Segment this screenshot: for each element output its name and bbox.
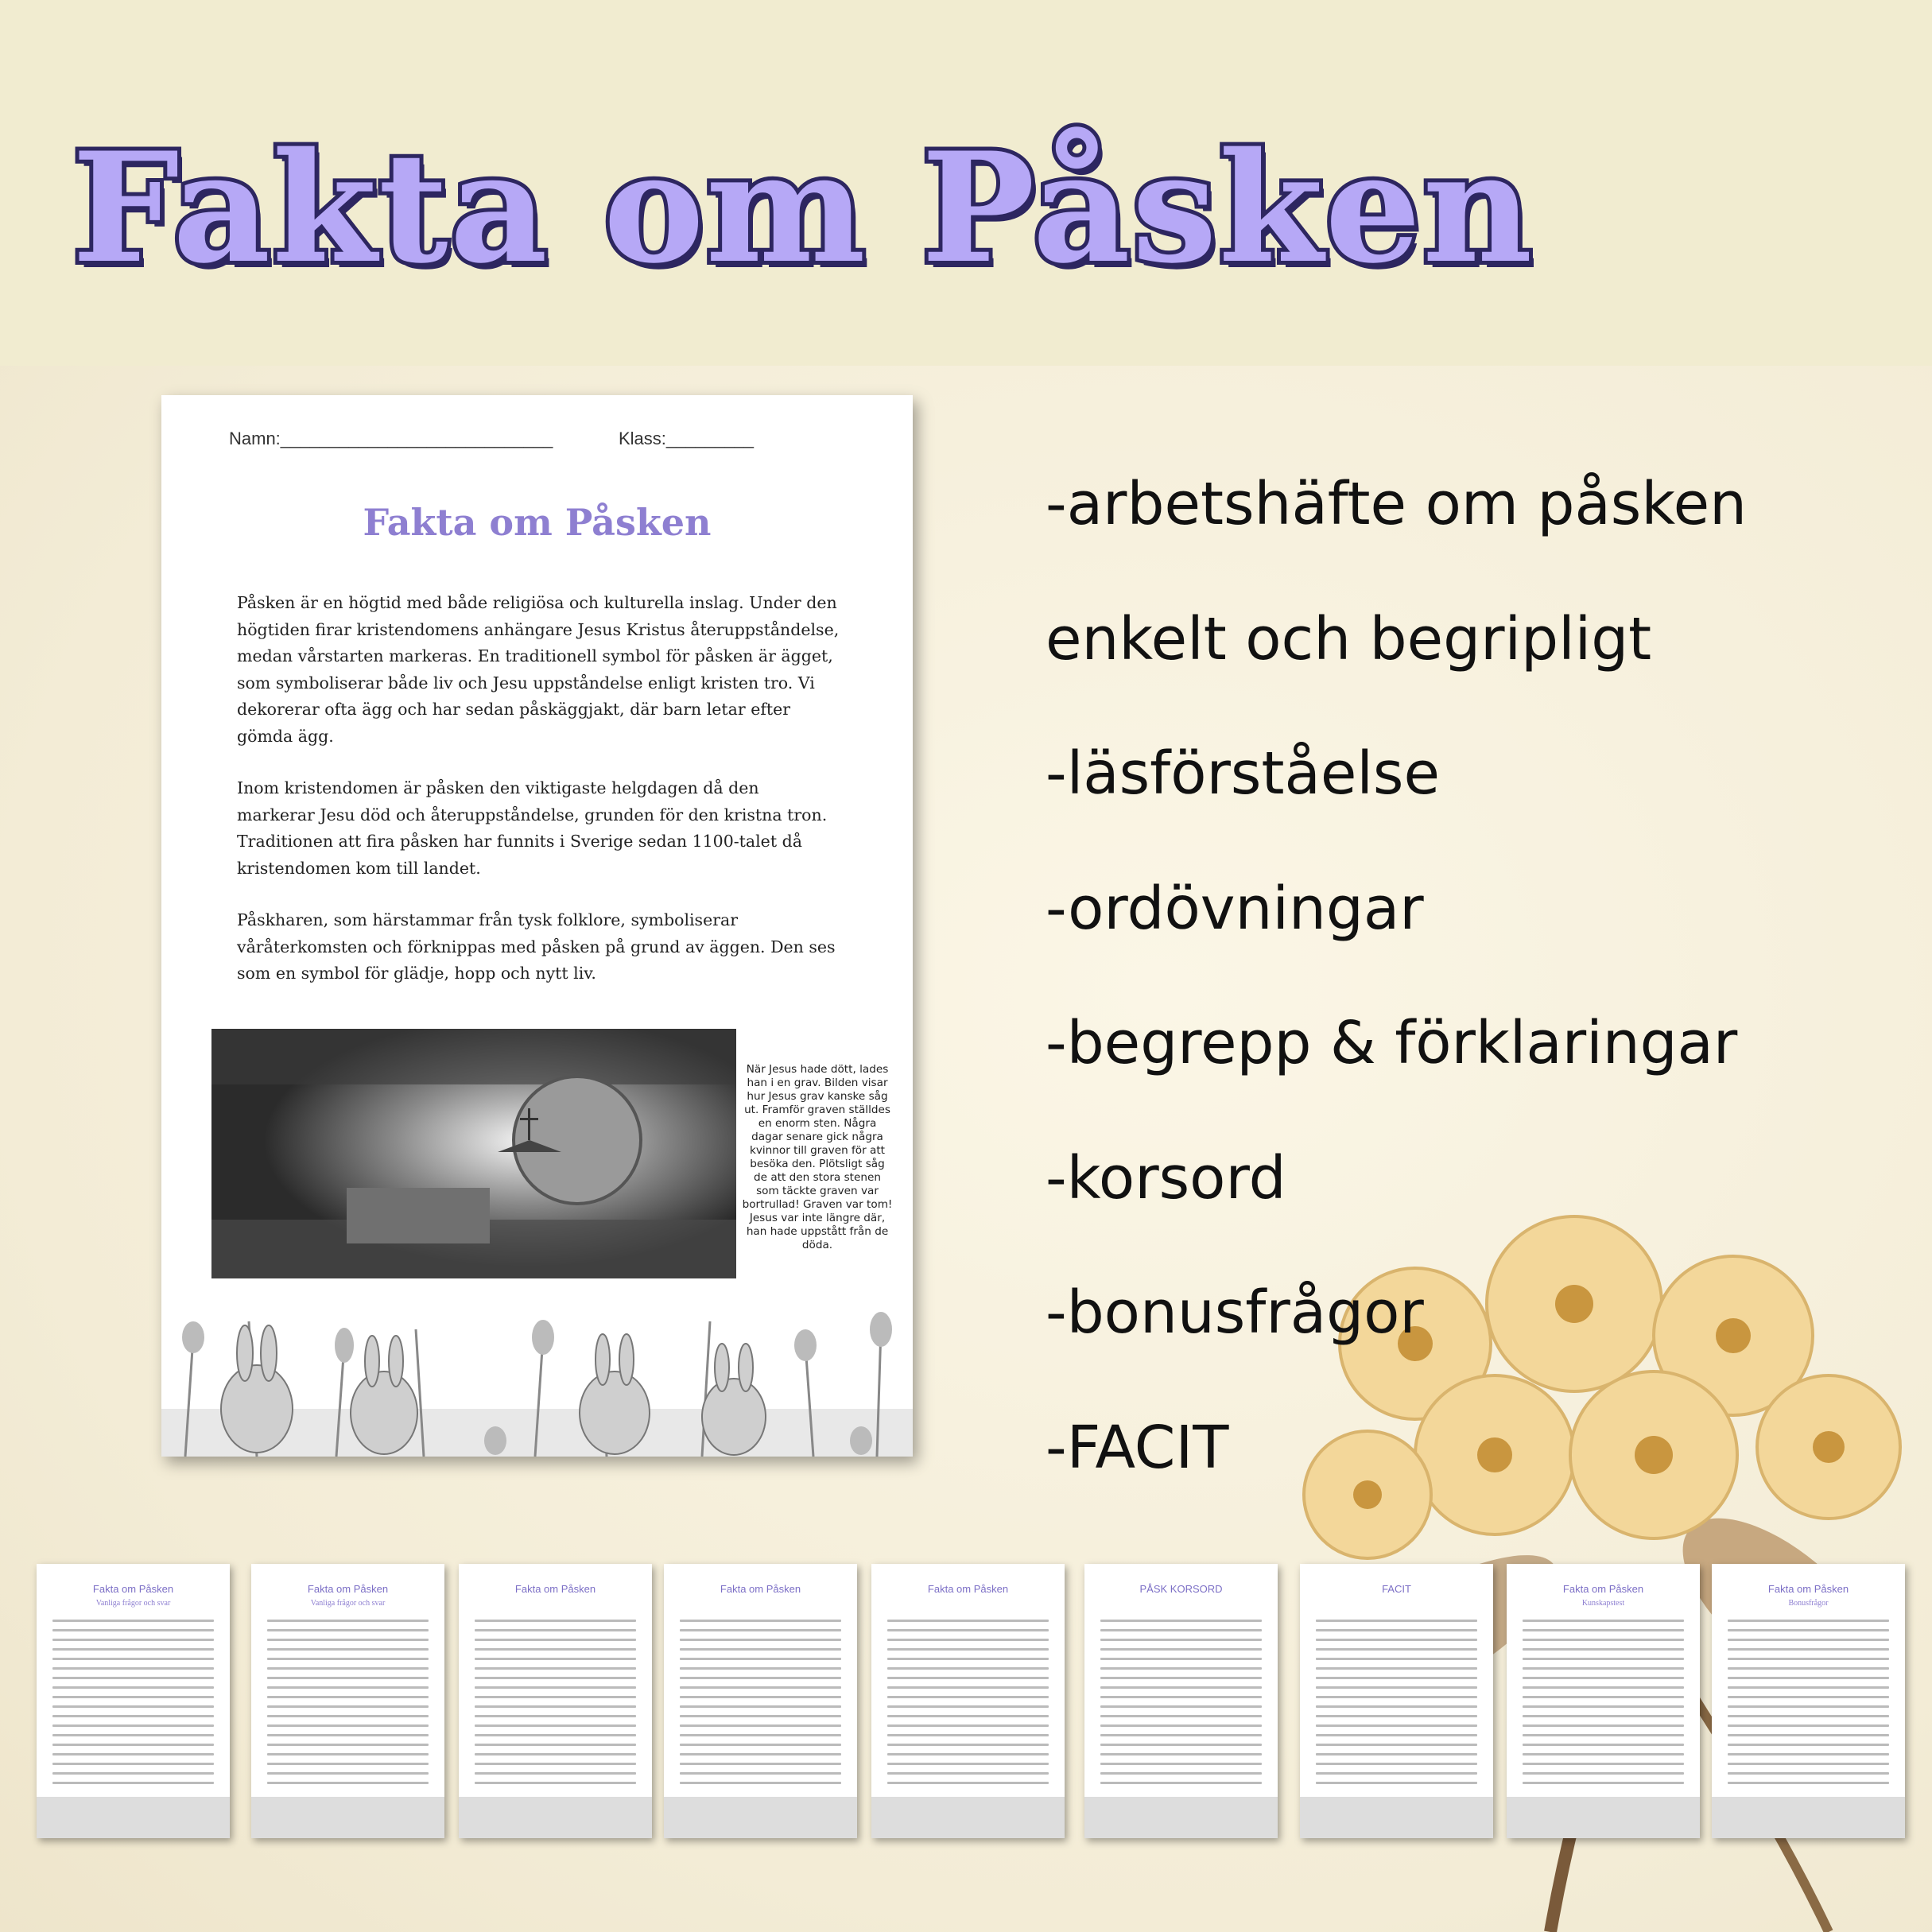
thumbnail-flower-border xyxy=(1300,1797,1493,1838)
thumbnail-flower-border xyxy=(1712,1797,1905,1838)
title-banner xyxy=(0,0,1932,366)
feature-list xyxy=(1046,437,1747,1515)
thumbnail-flower-border xyxy=(1084,1797,1278,1838)
feature-item: -arbetshäfte om påsken xyxy=(1046,470,1748,538)
feature-item: -begrepp & förklaringar xyxy=(1046,1009,1738,1077)
thumbnail-text-lines xyxy=(680,1620,841,1790)
paragraph-2: Inom kristendomen är påsken den viktigaste helgdagen då den markerar Jesu död och återuppståndelse, grunden för den kristna tron. Traditionen att fira påsken har funnits i Sverige sedan 1100-talet då kristendomen kom till landet. xyxy=(237,778,828,878)
thumbnail-title: Fakta om Påsken xyxy=(307,1583,389,1595)
thumbnail-subtitle: Vanliga frågor och svar xyxy=(95,1599,171,1608)
thumbnail-flower-border xyxy=(664,1797,857,1838)
paragraph-3: Påskharen, som härstammar från tysk folklore, symboliserar våråterkomsten och förknippas med påsken på grund av äggen. Den ses som en symbol för glädje, hopp och nytt liv. xyxy=(237,910,836,983)
thumbnail-title: Fakta om Påsken xyxy=(927,1583,1009,1595)
thumbnail-flower-border xyxy=(37,1797,230,1838)
thumbnail-subtitle: Kunskapstest xyxy=(1581,1599,1625,1608)
thumbnail-title: Fakta om Påsken xyxy=(92,1583,174,1595)
thumbnail-page xyxy=(459,1564,652,1838)
thumbnail-text-lines xyxy=(887,1620,1049,1790)
thumbnail-page xyxy=(664,1564,857,1838)
thumbnail-page xyxy=(1712,1564,1905,1838)
thumbnail-title: PÅSK KORSORD xyxy=(1139,1583,1223,1595)
bunny-flower-border xyxy=(161,1290,913,1457)
worksheet-title: Fakta om Påsken xyxy=(363,501,712,544)
thumbnail-flower-border xyxy=(251,1797,444,1838)
thumbnail-text-lines xyxy=(1523,1620,1684,1790)
thumbnail-text-lines xyxy=(1100,1620,1262,1790)
class-field-label: Klass:_________ xyxy=(619,429,755,448)
worksheet-preview xyxy=(161,395,913,1457)
main-title: Fakta om Påsken xyxy=(72,119,1534,297)
thumbnail-text-lines xyxy=(1316,1620,1477,1790)
feature-item: -FACIT xyxy=(1046,1413,1229,1482)
thumbnail-page xyxy=(37,1564,230,1838)
feature-item: enkelt och begripligt xyxy=(1046,604,1652,673)
thumbnail-title: Fakta om Påsken xyxy=(1767,1583,1849,1595)
thumbnail-page xyxy=(871,1564,1065,1838)
thumbnail-page xyxy=(1084,1564,1278,1838)
thumbnail-title: FACIT xyxy=(1382,1583,1411,1595)
name-field-label: Namn:____________________________ xyxy=(229,429,553,448)
thumbnail-text-lines xyxy=(1728,1620,1889,1790)
thumbnail-flower-border xyxy=(1507,1797,1700,1838)
thumbnail-text-lines xyxy=(267,1620,429,1790)
feature-item: -ordövningar xyxy=(1046,874,1424,943)
thumbnail-page xyxy=(1507,1564,1700,1838)
thumbnail-title: Fakta om Påsken xyxy=(720,1583,801,1595)
thumbnail-title: Fakta om Påsken xyxy=(1562,1583,1644,1595)
feature-item: -bonusfrågor xyxy=(1046,1278,1424,1347)
paragraph-1: Påsken är en högtid med både religiösa och kulturella inslag. Under den högtiden firar kristendomens anhängare Jesus Kristus återuppståndelse, medan vårstarten markeras. En traditionell symbol för påsken är ägget, som symboliserar både liv och Jesu uppståndelse enligt kristen tro. Vi dekorerar ofta ägg och har sedan påskäggjakt, där barn letar efter gömda ägg. xyxy=(237,593,840,746)
thumbnail-page xyxy=(1300,1564,1493,1838)
feature-item: -korsord xyxy=(1046,1143,1286,1212)
thumbnail-flower-border xyxy=(871,1797,1065,1838)
feature-item: -läsförståelse xyxy=(1046,739,1440,808)
thumbnail-text-lines xyxy=(475,1620,636,1790)
empty-tomb-photo xyxy=(211,1029,736,1278)
thumbnail-title: Fakta om Påsken xyxy=(514,1583,596,1595)
thumbnail-text-lines xyxy=(52,1620,214,1790)
thumbnail-flower-border xyxy=(459,1797,652,1838)
thumbnail-page xyxy=(251,1564,444,1838)
thumbnail-subtitle: Vanliga frågor och svar xyxy=(310,1599,386,1608)
thumbnail-subtitle: Bonusfrågor xyxy=(1788,1599,1829,1608)
photo-caption: När Jesus hade dött, lades han i en grav. Bilden visar hur Jesus grav kanske såg ut. Framför graven ställdes en enorm sten. Några dagar senare gick några kvinnor till graven för att besöka den. Plötsligt såg de att den stora stenen som täckte graven var bortrullad! Graven var tom! Jesus var inte längre där, han hade uppstått från de döda. xyxy=(742,1063,893,1251)
